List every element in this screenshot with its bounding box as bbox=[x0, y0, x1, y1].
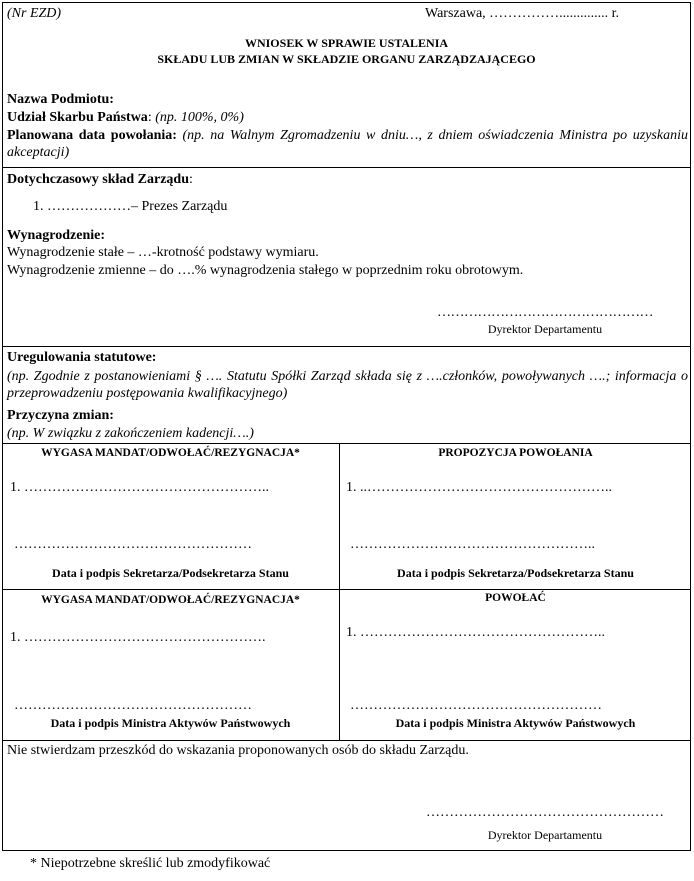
closing-statement: Nie stwierdzam przeszkód do wskazania proponowanych osób do składu Zarządu. bbox=[7, 743, 469, 758]
divider bbox=[2, 167, 691, 168]
salary-fixed: Wynagrodzenie stałe – …-krotność podstawy wymiaru. bbox=[7, 245, 319, 260]
reason-text: (np. W związku z zakończeniem kadencji….) bbox=[7, 426, 254, 441]
form-title-line2: SKŁADU LUB ZMIAN W SKŁADZIE ORGANU ZARZĄDZAJĄCEGO bbox=[157, 52, 536, 66]
statute-label: Uregulowania statutowe: bbox=[7, 350, 157, 365]
state-share-example: (np. 100%, 0%) bbox=[151, 110, 244, 125]
salary-variable: Wynagrodzenie zmienne – do ….% wynagrodzenia stałego w poprzednim roku obrotowym. bbox=[7, 263, 524, 278]
appointment-date-row bbox=[7, 127, 688, 161]
expire-mandate-header: WYGASA MANDAT/ODWOŁAĆ/REZYGNACJA* bbox=[41, 447, 300, 459]
signatory-label: Dyrektor Departamentu bbox=[487, 828, 603, 842]
statute-text: (np. Zgodnie z postanowieniami § …. Statutu Spółki Zarząd składa się z ….członków, powoływanych ….; informacja o przeprowadzeniu postępowania kwalifikacyjnego) bbox=[7, 369, 688, 401]
appoint-item: 1. …………………………………………….. bbox=[346, 625, 605, 640]
divider bbox=[2, 589, 691, 590]
appoint-header: POWOŁAĆ bbox=[485, 592, 546, 604]
appointment-date-example: (np. na Walnym Zgromadzeniu w dniu…, z dniem oświadczenia Ministra po uzyskaniu akceptacji) bbox=[7, 128, 688, 160]
signature-dots: …………………………………………… bbox=[14, 537, 252, 552]
current-board-row bbox=[7, 172, 193, 188]
signature-dots: …………………………………………….. bbox=[350, 537, 595, 552]
reason-label: Przyczyna zmian: bbox=[7, 408, 114, 423]
current-board-item: 1. ………………– Prezes Zarządu bbox=[33, 199, 228, 214]
state-share-row bbox=[7, 110, 244, 126]
minister-signature-label: Data i podpis Ministra Aktywów Państwowych bbox=[50, 716, 291, 730]
appointment-date-label: Planowana data powołania: bbox=[7, 128, 177, 143]
secretary-signature-label: Data i podpis Sekretarza/Podsekretarza Stanu bbox=[397, 566, 634, 580]
signature-dots: ………………………………………… bbox=[437, 305, 653, 320]
divider bbox=[2, 346, 691, 347]
place-date: Warszawa, …………….............. r. bbox=[425, 6, 620, 21]
expire-mandate-header: WYGASA MANDAT/ODWOŁAĆ/REZYGNACJA* bbox=[41, 594, 300, 606]
divider bbox=[2, 740, 691, 741]
signatory-label: Dyrektor Departamentu bbox=[487, 322, 603, 336]
signature-dots: …………………………………………… bbox=[426, 805, 664, 820]
signature-dots: …………………………………………… bbox=[14, 698, 252, 713]
entity-name-label: Nazwa Podmiotu: bbox=[7, 92, 114, 107]
expire-mandate-item: 1. …………………………………………….. bbox=[10, 480, 269, 495]
proposal-item: 1. ..…………………………………………….. bbox=[346, 480, 612, 495]
expire-mandate-item: 1. ……………………………………………. bbox=[10, 630, 266, 645]
footnote: * Niepotrzebne skreślić lub zmodyfikować bbox=[30, 856, 271, 871]
current-board-colon: : bbox=[189, 172, 193, 187]
state-share-colon: : bbox=[147, 110, 152, 125]
secretary-signature-label: Data i podpis Sekretarza/Podsekretarza Stanu bbox=[52, 566, 289, 580]
minister-signature-label: Data i podpis Ministra Aktywów Państwowych bbox=[395, 716, 636, 730]
nr-ezd: (Nr EZD) bbox=[7, 6, 62, 21]
state-share-label: Udział Skarbu Państwa bbox=[7, 110, 148, 125]
signature-dots: ……………………………………………… bbox=[350, 698, 602, 713]
salary-label: Wynagrodzenie: bbox=[7, 228, 105, 243]
form-title-line1: WNIOSEK W SPRAWIE USTALENIA bbox=[244, 36, 449, 50]
proposal-header: PROPOZYCJA POWOŁANIA bbox=[438, 447, 593, 459]
divider bbox=[2, 443, 691, 444]
current-board-label: Dotychczasowy skład Zarządu bbox=[7, 172, 190, 187]
